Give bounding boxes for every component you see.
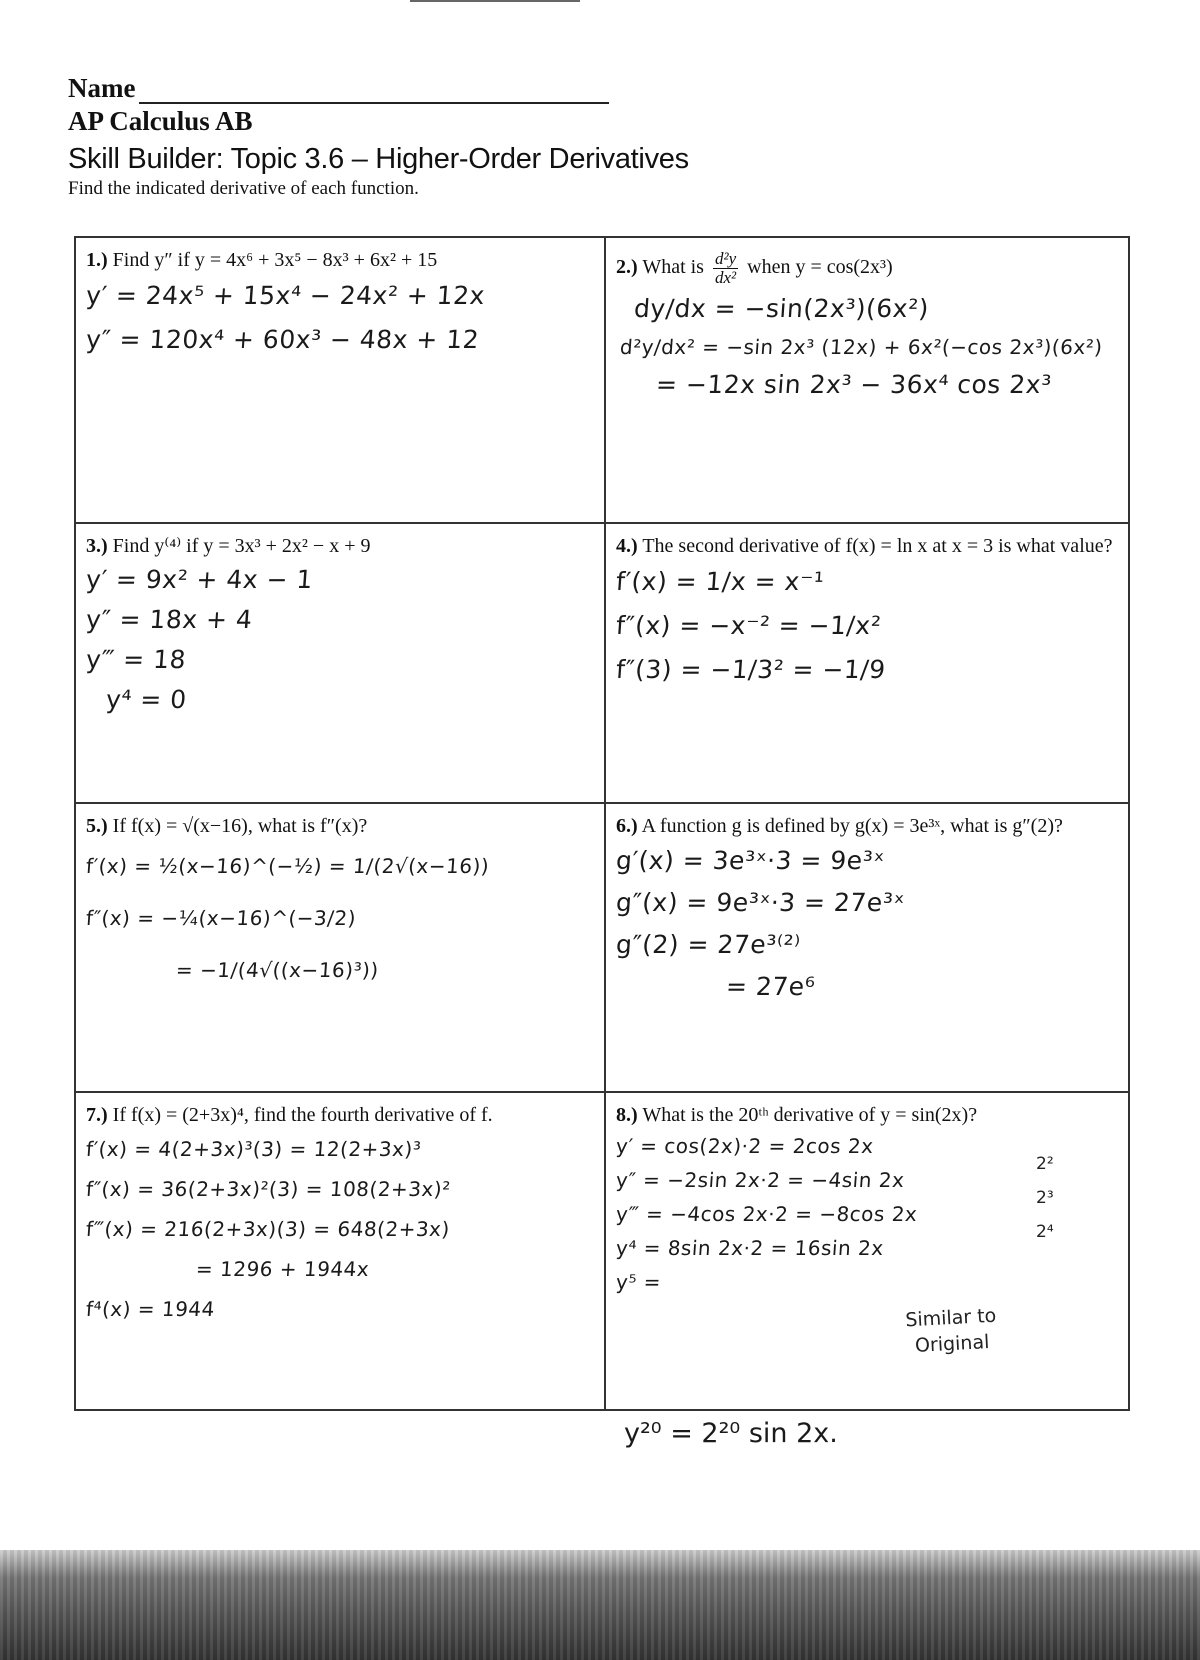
remark-note (905, 1303, 999, 1360)
work-line: y⁵ = (615, 1270, 662, 1294)
fraction-numerator: d²y (714, 249, 737, 268)
problem-prompt: If f(x) = √(x−16), what is f″(x)? (112, 815, 368, 837)
remark-line: Original (914, 1331, 990, 1357)
work-line: f″(x) = −x⁻² = −1/x² (615, 611, 883, 640)
instructions: Find the indicated derivative of each function. (68, 178, 419, 199)
problem-5 (76, 804, 604, 1091)
work-line: y″ = 120x⁴ + 60x³ − 48x + 12 (85, 325, 481, 354)
problem-number: 1.) (86, 249, 108, 271)
problem-3 (76, 524, 604, 802)
problem-prompt: The second derivative of f(x) = ln x at x = 3 is what value? (642, 535, 1113, 557)
problem-8 (606, 1093, 1128, 1409)
work-line: f′(x) = 1/x = x⁻¹ (615, 567, 826, 596)
work-line: y‴ = −4cos 2x·2 = −8cos 2x (615, 1202, 919, 1226)
work-line: f″(x) = −¼(x−16)^(−3/2) (85, 906, 357, 930)
problem-number: 5.) (86, 815, 108, 837)
work-line: y⁴ = 0 (105, 685, 188, 714)
problem-prompt-post: when y = cos(2x³) (747, 256, 893, 279)
work-line: y″ = −2sin 2x·2 = −4sin 2x (615, 1168, 906, 1192)
name-row (68, 70, 1128, 104)
work-line: y‴ = 18 (85, 645, 188, 674)
work-line: g″(2) = 27e³⁽²⁾ (615, 930, 802, 959)
work-line: = −12x sin 2x³ − 36x⁴ cos 2x³ (655, 370, 1053, 399)
problem-number: 7.) (86, 1104, 108, 1126)
power-notes (1036, 1147, 1054, 1249)
problem-number: 3.) (86, 535, 108, 557)
work-line: dy/dx = −sin(2x³)(6x²) (633, 294, 930, 323)
work-line: f′(x) = ½(x−16)^(−½) = 1/(2√(x−16)) (85, 854, 491, 878)
problem-prompt: Find y⁽⁴⁾ if y = 3x³ + 2x² − x + 9 (112, 535, 371, 557)
power-note: 2⁴ (1036, 1222, 1054, 1242)
work-line: f‴(x) = 216(2+3x)(3) = 648(2+3x) (85, 1217, 451, 1241)
work-line: = −1/(4√((x−16)³)) (175, 958, 380, 982)
problem-number: 4.) (616, 535, 638, 557)
work-line: f″(x) = 36(2+3x)²(3) = 108(2+3x)² (85, 1177, 452, 1201)
problem-number: 8.) (616, 1104, 638, 1126)
work-line: = 27e⁶ (725, 972, 817, 1001)
final-answer-20th-derivative: y²⁰ = 2²⁰ sin 2x. (624, 1418, 838, 1449)
problem-prompt-pre: What is (642, 256, 704, 279)
scan-edge-texture (0, 1550, 1200, 1660)
problem-prompt: What is the 20ᵗʰ derivative of y = sin(2x)? (642, 1104, 978, 1126)
problem-number: 2.) (616, 256, 638, 279)
problem-2 (606, 238, 1128, 522)
work-line: f″(3) = −1/3² = −1/9 (615, 655, 887, 684)
work-line: y′ = cos(2x)·2 = 2cos 2x (615, 1134, 875, 1158)
problem-prompt: Find y″ if y = 4x⁶ + 3x⁵ − 8x³ + 6x² + 15 (112, 249, 438, 271)
scan-top-mark (410, 0, 580, 2)
problem-prompt: If f(x) = (2+3x)⁴, find the fourth derivative of f. (112, 1104, 493, 1126)
work-line: y″ = 18x + 4 (85, 605, 254, 634)
work-line: y′ = 9x² + 4x − 1 (85, 565, 314, 594)
work-line: f′(x) = 4(2+3x)³(3) = 12(2+3x)³ (85, 1137, 423, 1161)
problem-4 (606, 524, 1128, 802)
work-line: y′ = 24x⁵ + 15x⁴ − 24x² + 12x (85, 281, 486, 310)
fraction-denominator: dx² (714, 268, 737, 287)
problem-grid (74, 236, 1130, 1411)
power-note: 2² (1036, 1154, 1054, 1174)
work-line: = 1296 + 1944x (195, 1257, 371, 1281)
worksheet-header (68, 70, 1128, 200)
course-title: AP Calculus AB (68, 106, 253, 136)
work-line: g′(x) = 3e³ˣ·3 = 9e³ˣ (615, 846, 886, 875)
name-label: Name (68, 73, 136, 103)
remark-line: Similar to (904, 1304, 997, 1332)
name-field-line[interactable] (139, 76, 609, 104)
worksheet-title: Skill Builder: Topic 3.6 – Higher-Order Derivatives (68, 143, 689, 175)
work-line: d²y/dx² = −sin 2x³ (12x) + 6x²(−cos 2x³)(6x²) (619, 335, 1104, 359)
problem-7 (76, 1093, 604, 1409)
power-note: 2³ (1036, 1188, 1054, 1208)
derivative-fraction (713, 250, 738, 287)
problem-1 (76, 238, 604, 522)
problem-number: 6.) (616, 815, 638, 837)
work-line: g″(x) = 9e³ˣ·3 = 27e³ˣ (615, 888, 906, 917)
work-line: y⁴ = 8sin 2x·2 = 16sin 2x (615, 1236, 885, 1260)
work-line: f⁴(x) = 1944 (85, 1297, 216, 1321)
problem-6 (606, 804, 1128, 1091)
problem-prompt: A function g is defined by g(x) = 3e³ˣ, what is g″(2)? (641, 815, 1063, 837)
